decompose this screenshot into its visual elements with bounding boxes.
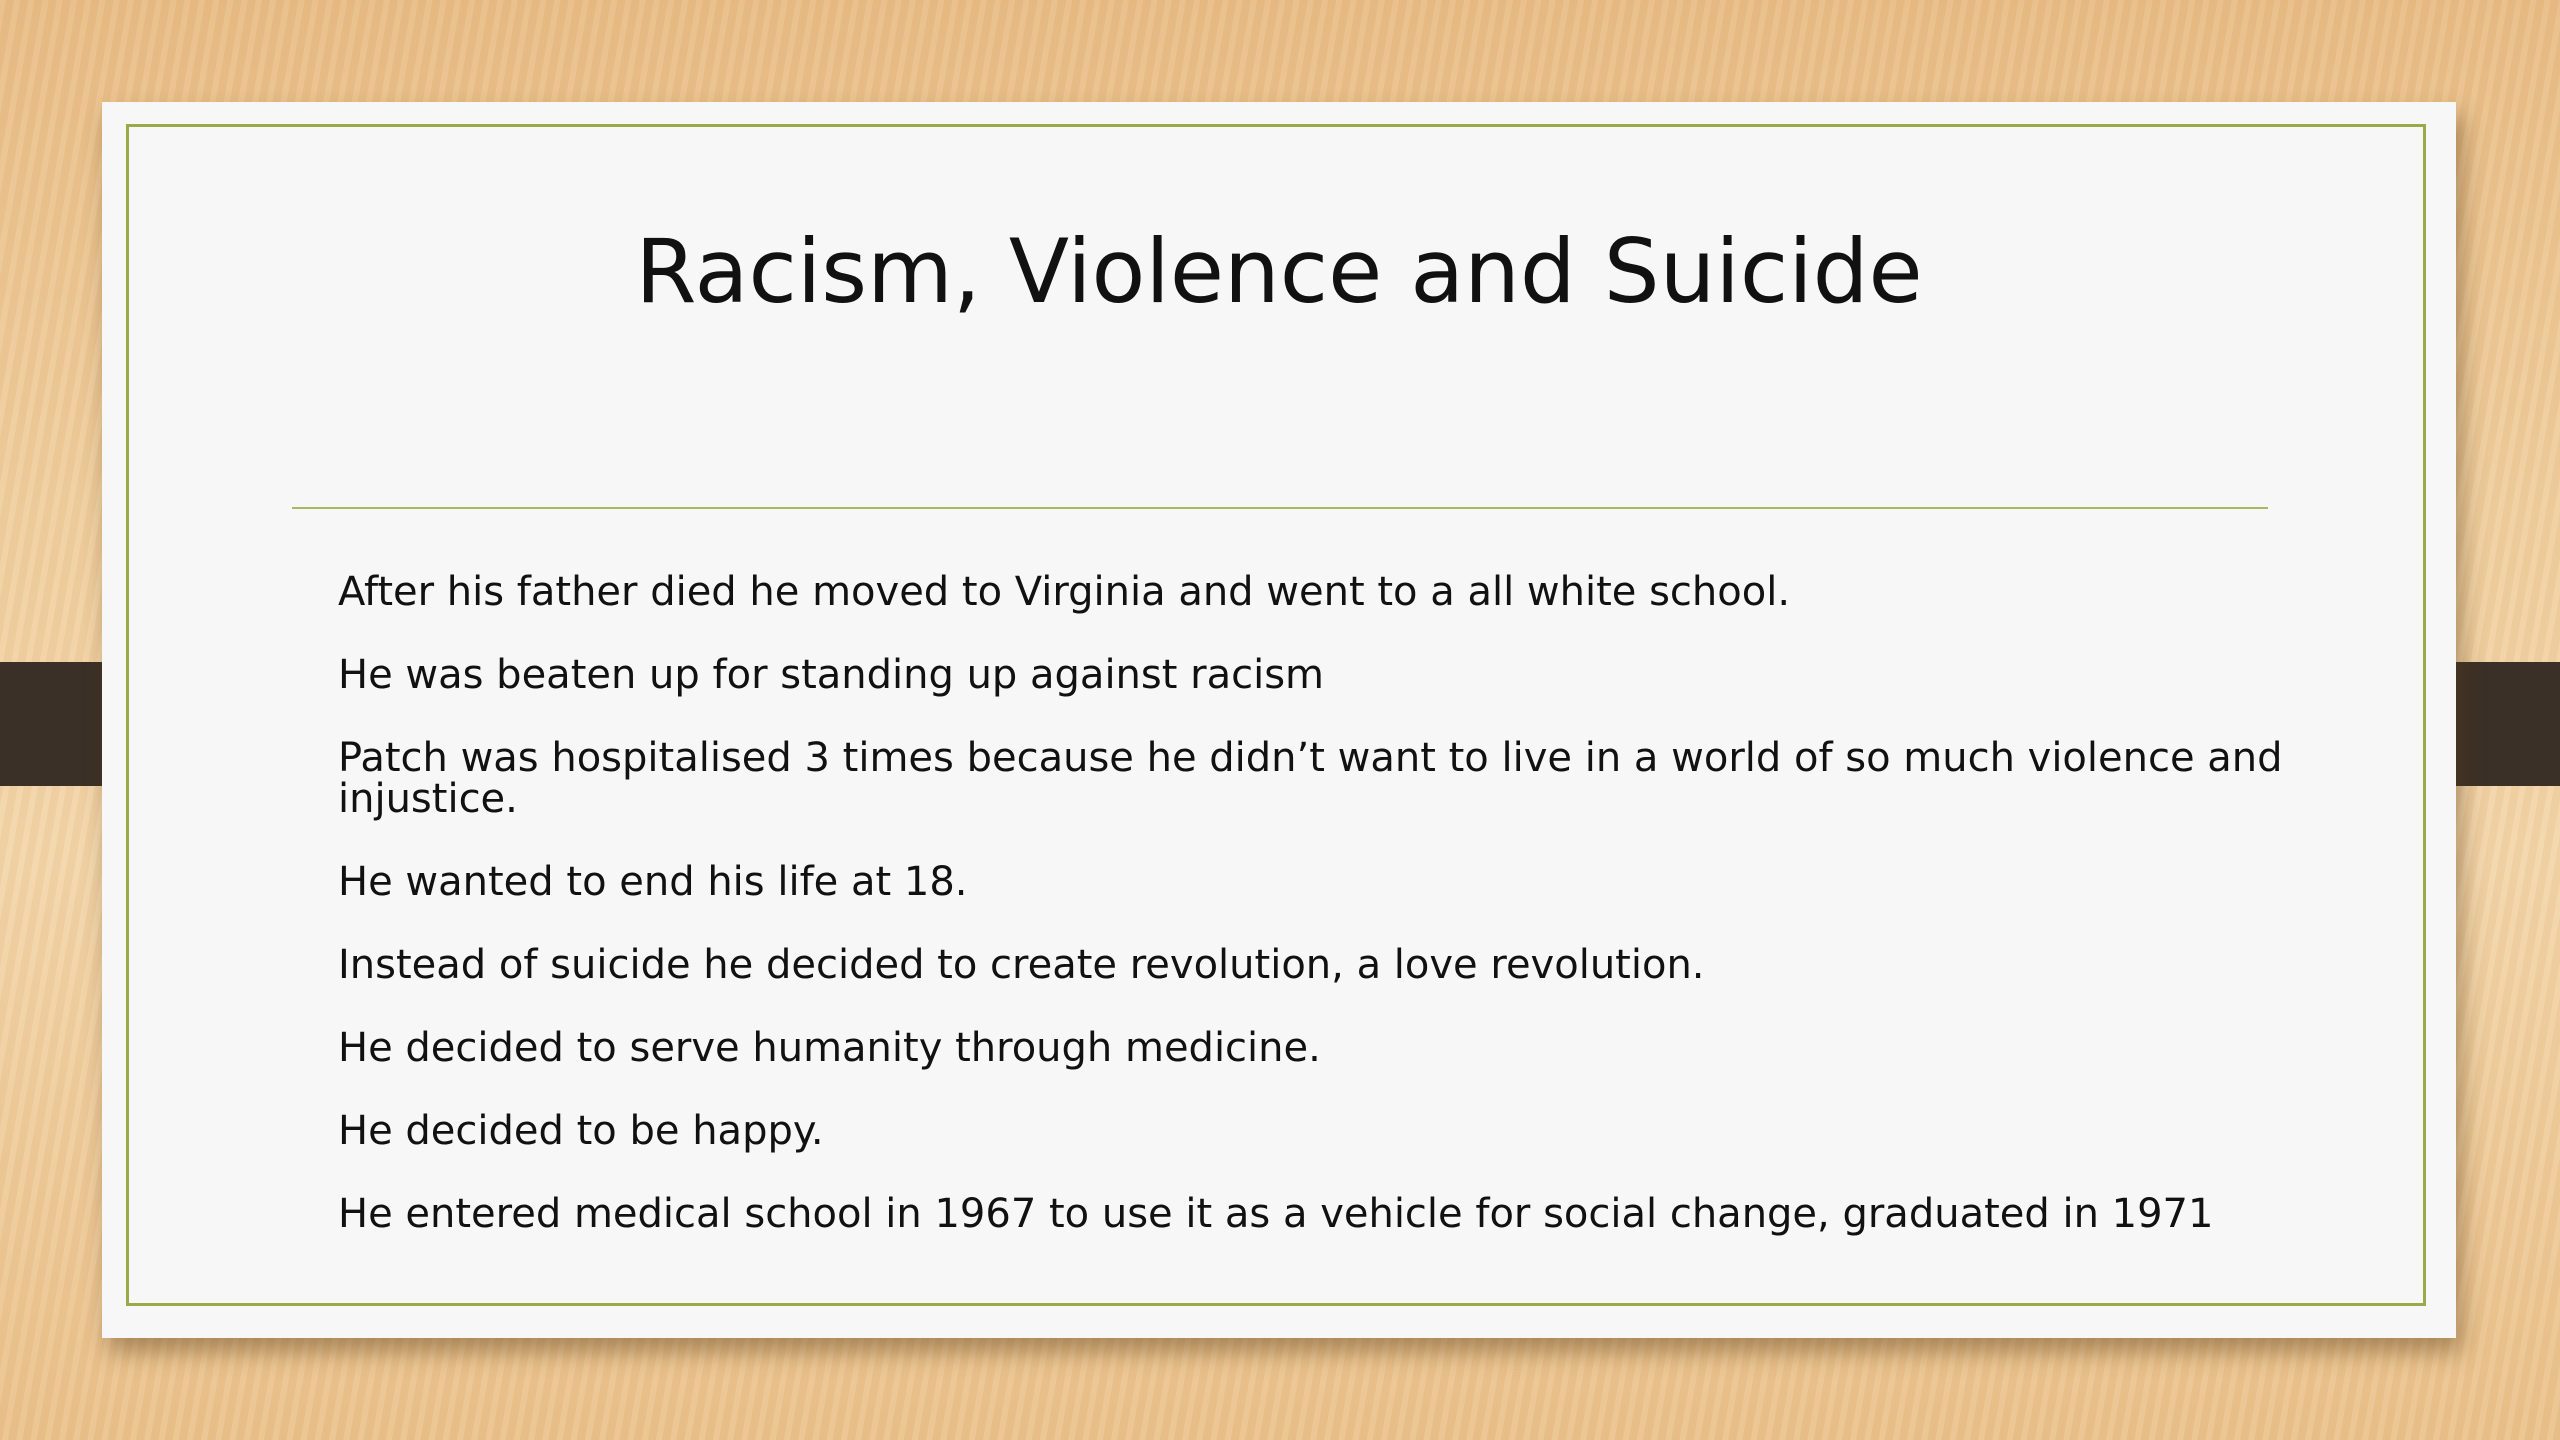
bullet-item: He entered medical school in 1967 to use it as a vehicle for social change, graduated in 1971 <box>338 1191 2214 1237</box>
bullet-item: He decided to serve humanity through medicine. <box>338 1025 1321 1071</box>
slide <box>102 102 2456 1338</box>
slide-title: Racism, Violence and Suicide <box>635 220 1923 323</box>
bullet-item: He wanted to end his life at 18. <box>338 859 968 905</box>
title-divider <box>292 507 2268 509</box>
bullet-item: After his father died he moved to Virginia and went to a all white school. <box>338 569 1791 615</box>
bullet-item: Patch was hospitalised 3 times because he didn’t want to live in a world of so much violence and injustice. <box>338 735 2283 822</box>
bullet-item: He was beaten up for standing up against racism <box>338 652 1325 698</box>
bullet-item: He decided to be happy. <box>338 1108 824 1154</box>
bullet-item: Instead of suicide he decided to create revolution, a love revolution. <box>338 942 1705 988</box>
bullet-list <box>338 569 2298 1277</box>
